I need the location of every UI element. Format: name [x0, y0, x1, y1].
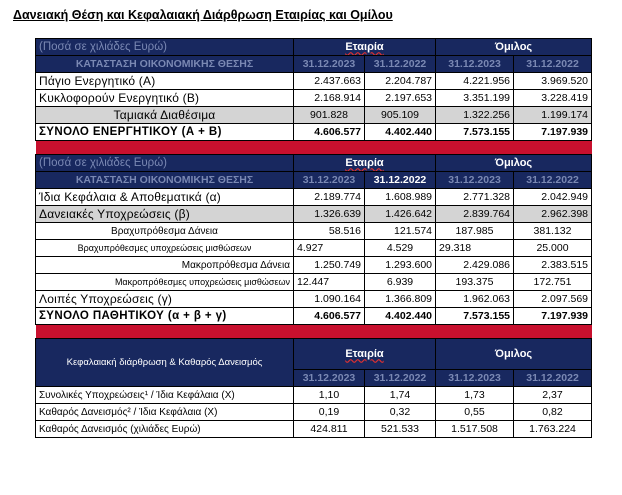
- value-cell: 12.447: [294, 274, 365, 291]
- date-company-2023: 31.12.2023: [294, 370, 365, 387]
- value-cell: 4.927: [294, 240, 365, 257]
- date-company-2022: 31.12.2022: [365, 370, 436, 387]
- value-cell: 3.351.199: [436, 90, 514, 107]
- subheader-row-liabilities: [36, 172, 592, 189]
- row-label: Βραχυπρόθεσμα Δάνεια: [36, 223, 294, 240]
- value-cell: 58.516: [294, 223, 365, 240]
- value-cell: 172.751: [514, 274, 592, 291]
- value-cell: 4.606.577: [294, 308, 365, 325]
- section-financial-label: ΚΑΤΑΣΤΑΣΗ ΟΙΚΟΝΟΜΙΚΗΣ ΘΕΣΗΣ: [36, 172, 294, 189]
- value-cell: 2.204.787: [365, 73, 436, 90]
- value-cell: 0,32: [365, 404, 436, 421]
- separator-bar: [36, 141, 592, 155]
- date-group-2022: 31.12.2022: [514, 370, 592, 387]
- value-cell: 2.839.764: [436, 206, 514, 223]
- row-label: ΣΥΝΟΛΟ ΠΑΘΗΤΙΚΟΥ (α + β + γ): [36, 308, 294, 325]
- row-label: Ίδια Κεφάλαια & Αποθεματικά (α): [36, 189, 294, 206]
- value-cell: 1.293.600: [365, 257, 436, 274]
- row-label: Μακροπρόθεσμες υποχρεώσεις μισθώσεων: [36, 274, 294, 291]
- table-row: [36, 107, 592, 124]
- value-cell: 7.573.155: [436, 308, 514, 325]
- value-cell: 2.383.515: [514, 257, 592, 274]
- financial-table: [35, 38, 592, 438]
- table-row: [36, 90, 592, 107]
- section-financial-label: ΚΑΤΑΣΤΑΣΗ ΟΙΚΟΝΟΜΙΚΗΣ ΘΕΣΗΣ: [36, 56, 294, 73]
- value-cell: 381.132: [514, 223, 592, 240]
- value-cell: 521.533: [365, 421, 436, 438]
- units-note: (Ποσά σε χιλιάδες Ευρώ): [36, 39, 294, 56]
- company-header: Εταιρία: [294, 155, 436, 172]
- value-cell: 1,10: [294, 387, 365, 404]
- value-cell: 3.969.520: [514, 73, 592, 90]
- value-cell: 121.574: [365, 223, 436, 240]
- value-cell: 424.811: [294, 421, 365, 438]
- value-cell: 3.228.419: [514, 90, 592, 107]
- value-cell: 1.199.174: [514, 107, 592, 124]
- value-cell: 1.090.164: [294, 291, 365, 308]
- table-row: [36, 257, 592, 274]
- table-row: [36, 404, 592, 421]
- row-label: Ταμιακά Διαθέσιμα: [36, 107, 294, 124]
- header-row-capital: [36, 339, 592, 370]
- value-cell: 2.437.663: [294, 73, 365, 90]
- value-cell: 7.197.939: [514, 124, 592, 141]
- date-company-2022: 31.12.2022: [365, 172, 436, 189]
- value-cell: 1,73: [436, 387, 514, 404]
- value-cell: 7.197.939: [514, 308, 592, 325]
- date-company-2023: 31.12.2023: [294, 56, 365, 73]
- date-company-2023: 31.12.2023: [294, 172, 365, 189]
- value-cell: 1.366.809: [365, 291, 436, 308]
- header-row-liabilities: [36, 155, 592, 172]
- date-group-2022: 31.12.2022: [514, 172, 592, 189]
- row-label: Δανειακές Υποχρεώσεις (β): [36, 206, 294, 223]
- value-cell: 2.197.653: [365, 90, 436, 107]
- group-header: Όμιλος: [436, 39, 592, 56]
- value-cell: 2.097.569: [514, 291, 592, 308]
- table-row-total: [36, 124, 592, 141]
- company-header: Εταιρία: [294, 39, 436, 56]
- value-cell: 1.326.639: [294, 206, 365, 223]
- row-label: Πάγιο Ενεργητικό (Α): [36, 73, 294, 90]
- value-cell: 193.375: [436, 274, 514, 291]
- row-label: Λοιπές Υποχρεώσεις (γ): [36, 291, 294, 308]
- value-cell: 4.606.577: [294, 124, 365, 141]
- row-label: Κυκλοφορούν Ενεργητικό (Β): [36, 90, 294, 107]
- value-cell: 4.402.440: [365, 308, 436, 325]
- page-title: Δανειακή Θέση και Κεφαλαιακή Διάρθρωση Εταιρίας και Ομίλου: [13, 8, 393, 22]
- subheader-row-assets: [36, 56, 592, 73]
- value-cell: 2,37: [514, 387, 592, 404]
- value-cell: 1.517.508: [436, 421, 514, 438]
- value-cell: 4.529: [365, 240, 436, 257]
- date-company-2022: 31.12.2022: [365, 56, 436, 73]
- date-group-2023: 31.12.2023: [436, 172, 514, 189]
- table-row: [36, 73, 592, 90]
- value-cell: 4.221.956: [436, 73, 514, 90]
- value-cell: 1.426.642: [365, 206, 436, 223]
- row-label: Συνολικές Υποχρεώσεις¹ / Ίδια Κεφάλαια (Χ): [36, 387, 294, 404]
- value-cell: 0,82: [514, 404, 592, 421]
- value-cell: 905.109: [365, 107, 436, 124]
- row-label: Καθαρός Δανεισμός (χιλιάδες Ευρώ): [36, 421, 294, 438]
- value-cell: 4.402.440: [365, 124, 436, 141]
- date-group-2022: 31.12.2022: [514, 56, 592, 73]
- value-cell: 6.939: [365, 274, 436, 291]
- value-cell: 25.000: [514, 240, 592, 257]
- value-cell: 2.042.949: [514, 189, 592, 206]
- table-row: [36, 387, 592, 404]
- table-row: [36, 206, 592, 223]
- value-cell: 1,74: [365, 387, 436, 404]
- row-label: Βραχυπρόθεσμες υποχρεώσεις μισθώσεων: [36, 240, 294, 257]
- header-row-assets: [36, 39, 592, 56]
- value-cell: 1.250.749: [294, 257, 365, 274]
- value-cell: 0,55: [436, 404, 514, 421]
- value-cell: 2.189.774: [294, 189, 365, 206]
- group-header: Όμιλος: [436, 155, 592, 172]
- group-header: Όμιλος: [436, 339, 592, 370]
- value-cell: 1.322.256: [436, 107, 514, 124]
- table-row: [36, 240, 592, 257]
- value-cell: 2.429.086: [436, 257, 514, 274]
- value-cell: 1.962.063: [436, 291, 514, 308]
- units-note: (Ποσά σε χιλιάδες Ευρώ): [36, 155, 294, 172]
- row-label: Μακροπρόθεσμα Δάνεια: [36, 257, 294, 274]
- value-cell: 1.608.989: [365, 189, 436, 206]
- value-cell: 901.828: [294, 107, 365, 124]
- date-group-2023: 31.12.2023: [436, 56, 514, 73]
- value-cell: 0,19: [294, 404, 365, 421]
- row-label: ΣΥΝΟΛΟ ΕΝΕΡΓΗΤΙΚΟΥ (Α + Β): [36, 124, 294, 141]
- table-row-total: [36, 308, 592, 325]
- value-cell: 29.318: [436, 240, 514, 257]
- table-row: [36, 189, 592, 206]
- value-cell: 1.763.224: [514, 421, 592, 438]
- value-cell: 187.985: [436, 223, 514, 240]
- row-label: Καθαρός Δανεισμός² / Ίδια Κεφάλαια (Χ): [36, 404, 294, 421]
- value-cell: 7.573.155: [436, 124, 514, 141]
- table-row: [36, 274, 592, 291]
- table-row: [36, 291, 592, 308]
- date-group-2023: 31.12.2023: [436, 370, 514, 387]
- value-cell: 2.962.398: [514, 206, 592, 223]
- table-row: [36, 421, 592, 438]
- table-row: [36, 223, 592, 240]
- separator-bar: [36, 325, 592, 339]
- value-cell: 2.771.328: [436, 189, 514, 206]
- company-header: Εταιρία: [294, 339, 436, 370]
- value-cell: 2.168.914: [294, 90, 365, 107]
- capital-structure-label: Κεφαλαιακή διάρθρωση & Καθαρός Δανεισμός: [36, 339, 294, 387]
